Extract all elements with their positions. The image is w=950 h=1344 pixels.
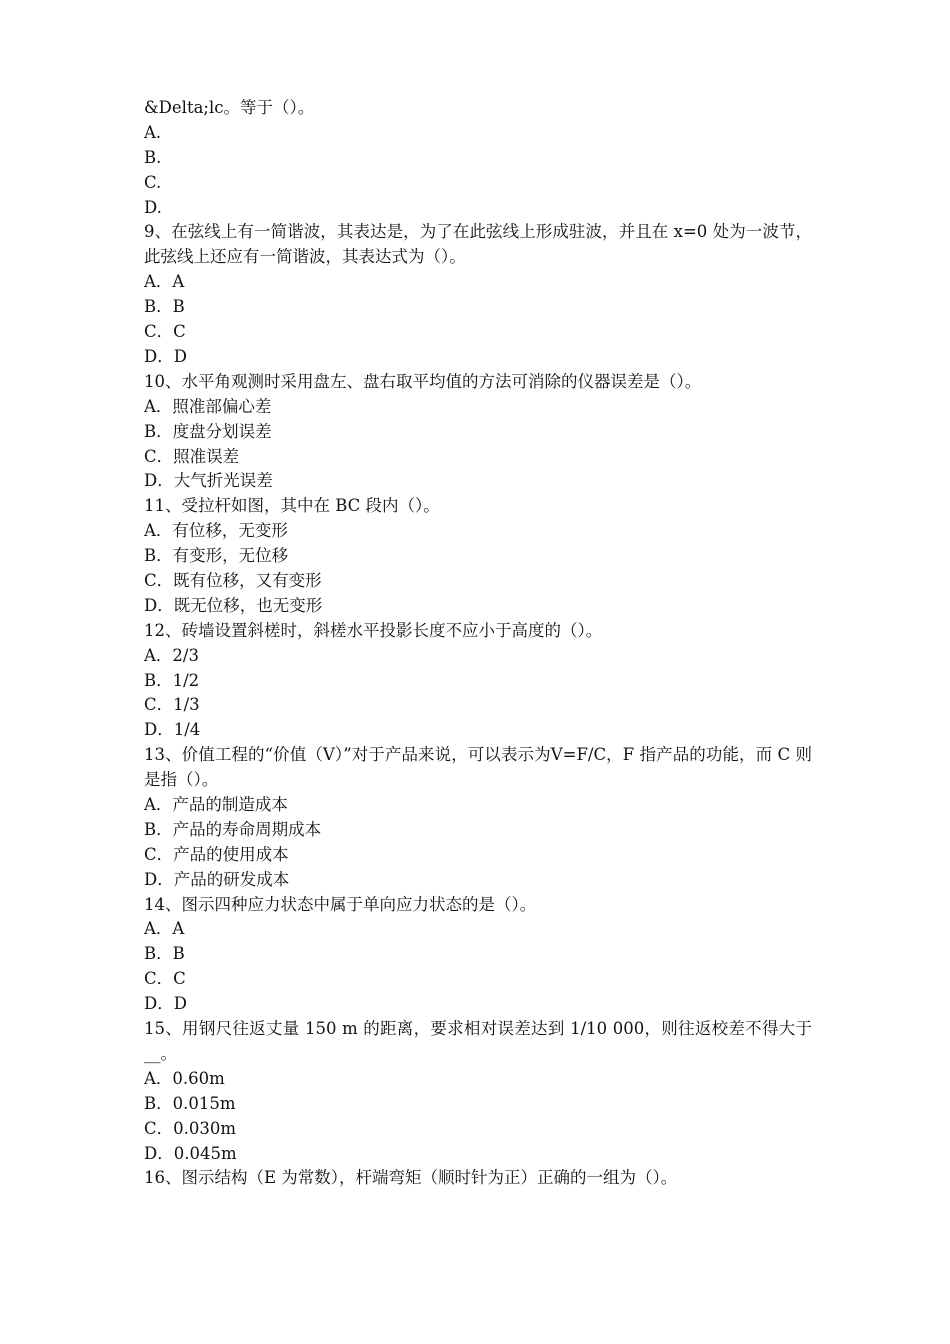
q8-option-c: C. <box>144 172 162 192</box>
q13-option-c: C．产品的使用成本 <box>144 844 289 864</box>
q9-option-b: B．B <box>144 297 185 317</box>
q12-option-c: C．1/3 <box>144 695 200 715</box>
q9-option-c: C．C <box>144 322 186 342</box>
q15-option-d: D．0.045m <box>144 1143 237 1163</box>
q10-option-d: D．大气折光误差 <box>144 471 273 491</box>
q11-stem: 11、受拉杆如图，其中在 BC 段内（）。 <box>144 496 440 516</box>
q12-stem: 12、砖墙设置斜槎时，斜槎水平投影长度不应小于高度的（）。 <box>144 620 603 640</box>
q11-option-b: B．有变形，无位移 <box>144 546 289 566</box>
q11-option-c: C．既有位移，又有变形 <box>144 570 322 590</box>
q15-option-a: A．0.60m <box>144 1068 225 1088</box>
q14-option-d: D．D <box>144 994 187 1014</box>
q11-option-a: A．有位移，无变形 <box>144 521 288 541</box>
q15-option-c: C．0.030m <box>144 1118 237 1138</box>
q16-stem: 16、图示结构（E 为常数），杆端弯矩（顺时针为正）正确的一组为（）。 <box>144 1168 678 1188</box>
q8-option-a: A. <box>144 122 162 142</box>
q8-option-b: B. <box>144 147 162 167</box>
q13-option-b: B．产品的寿命周期成本 <box>144 819 322 839</box>
document-page <box>144 96 812 1191</box>
q10-stem: 10、水平角观测时采用盘左、盘右取平均值的方法可消除的仪器误差是（）。 <box>144 371 702 391</box>
q13-option-d: D．产品的研发成本 <box>144 869 290 889</box>
q12-option-a: A．2/3 <box>144 645 199 665</box>
q13-option-a: A．产品的制造成本 <box>144 795 288 814</box>
q12-option-b: B．1/2 <box>144 670 200 690</box>
q14-option-b: B．B <box>144 944 185 964</box>
q15-stem: 15、用钢尺往返丈量 150 m 的距离，要求相对误差达到 1/10 000，则往返校差不得大于__。 <box>144 1019 812 1063</box>
q10-option-b: B．度盘分划误差 <box>144 421 272 441</box>
q12-option-d: D．1/4 <box>144 720 201 740</box>
q8-option-d: D. <box>144 197 162 217</box>
q13-stem: 13、价值工程的“价值（V）”对于产品来说，可以表示为V=F/C，F 指产品的功能，而 C 则是指（）。 <box>144 745 812 790</box>
q14-option-c: C．C <box>144 969 186 989</box>
q11-option-d: D．既无位移，也无变形 <box>144 595 323 615</box>
q14-option-a: A．A <box>144 919 185 939</box>
q9-option-a: A．A <box>144 272 185 292</box>
q10-option-c: C．照准误差 <box>144 446 240 466</box>
q9-stem: 9、在弦线上有一简谐波，其表达是，为了在此弦线上形成驻波，并且在 x=0 处为一波节，此弦线上还应有一简谐波，其表达式为（）。 <box>144 222 812 267</box>
q10-option-a: A．照准部偏心差 <box>144 396 272 416</box>
q14-stem: 14、图示四种应力状态中属于单向应力状态的是（）。 <box>144 894 537 914</box>
q15-option-b: B．0.015m <box>144 1093 236 1113</box>
q8-stem-tail: &Delta;lc。等于（）。 <box>144 98 315 117</box>
q9-option-d: D．D <box>144 346 187 366</box>
